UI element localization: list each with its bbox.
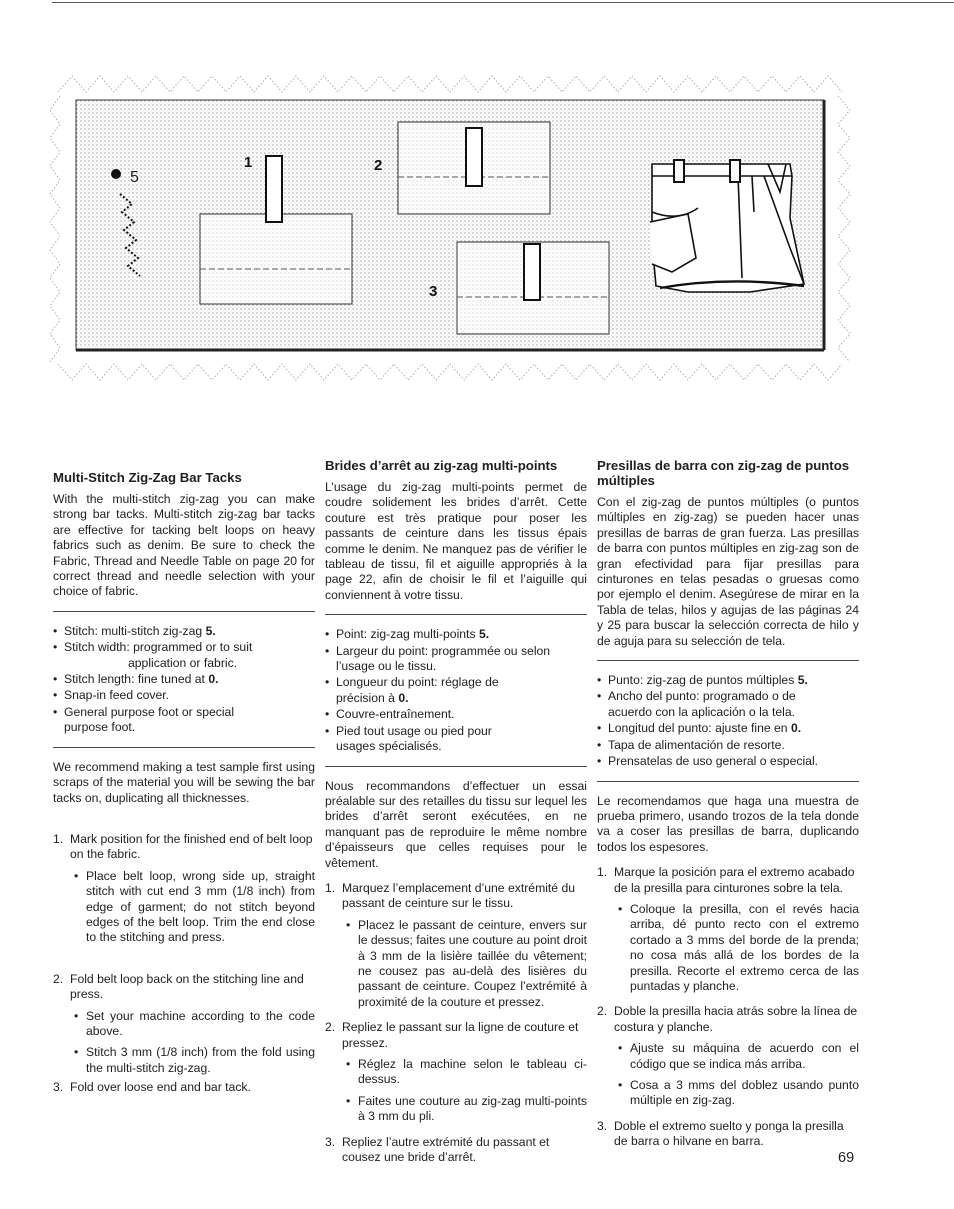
spanish-recommend: Le recomendamos que haga una muestra de prueba primero, usando trozos de la tela donde va a coser las presillas de barra, duplicando todos los espesores. [597, 793, 859, 854]
english-spec-list [53, 624, 315, 736]
english-step-2: 2. Fold belt loop back on the stitching line and press. • Set your machine according to the code above. • Stitch 3 mm (1/8 inch) from the fold using the multi-stitch zig-zag. [53, 972, 315, 1076]
zigzag-border-left [50, 96, 60, 362]
list-item: • Ajuste su máquina de acuerdo con el código que se indica más arriba. [614, 1041, 859, 1072]
spanish-column [597, 458, 859, 1150]
divider [597, 660, 859, 661]
list-item: • Snap-in feed cover. [53, 688, 315, 703]
list-item: • Longitud del punto: ajuste fine en 0. [597, 721, 859, 736]
french-intro: L’usage du zig-zag multi-points permet de coudre solidement les brides d’arrêt. Cette couture est très pratique pour poser les passants de ceinture dans les tissus épais comme le denim. Ne manquez pas de vérifier le tableau de tissu, fil et aiguille appropriés à la page 22, afin de choisir le fil et l’aiguille qui conviennent à votre tissu. [325, 480, 587, 602]
divider [325, 766, 587, 767]
french-heading: Brides d’arrêt au zig-zag multi-points [325, 458, 558, 473]
step-label-2: 2 [374, 157, 383, 174]
zigzag-border-right [838, 96, 850, 362]
spanish-spec-list [597, 673, 859, 769]
english-column [53, 458, 315, 1096]
page-number: 69 [838, 1150, 855, 1166]
stitch-dot [111, 169, 121, 179]
french-recommend: Nous recommandons d’effectuer un essai préalable sur des retailles du tissu sur lequel les brides d’arrêt seront exécutées, en ne manquant pas de reproduire le même nombre d’épaisseurs que celles requises pour le vêtement. [325, 778, 587, 870]
english-step-3: 3. Fold over loose end and bar tack. [53, 1080, 251, 1095]
list-item: • Couvre-entraînement. [325, 707, 587, 722]
bar-tack-illustration [48, 72, 854, 384]
list-item: • Pied tout usage ou pied pour usages spécialisés. [325, 724, 587, 755]
list-item: • Set your machine according to the code above. [70, 1009, 315, 1040]
belt-loop-2 [466, 128, 482, 186]
belt-loop-3 [524, 244, 540, 300]
top-rule [52, 2, 954, 3]
list-item: • Coloque la presilla, con el revés hacia arriba, dé punto recto con el extremo cortado a 3 mms del borde de la prenda; no cosa más allá de los bordes de la presilla. Recorte el extremo cerca de las puntadas y planche. [614, 902, 859, 994]
belt-loop-1 [266, 156, 282, 222]
list-item: • Largeur du point: programmée ou selon l’usage ou le tissu. [325, 644, 587, 675]
step-label-3: 3 [429, 283, 438, 300]
list-item: • Stitch width: programmed or to suit application or fabric. [53, 640, 315, 671]
divider [53, 747, 315, 748]
divider [325, 614, 587, 615]
divider [53, 611, 315, 612]
list-item: • Faites une couture au zig-zag multi-points à 3 mm du pli. [342, 1094, 587, 1125]
spanish-heading: Presillas de barra con zig-zag de puntos múltiples [597, 458, 850, 488]
zigzag-border-top [58, 76, 842, 92]
list-item: • Tapa de alimentación de resorte. [597, 738, 859, 753]
english-intro: With the multi-stitch zig-zag you can make strong bar tacks. Multi-stitch zig-zag bar tacks are effective for tacking belt loops on heavy fabrics such as denim. Be sure to check the Fabric, Thread and Needle Table on page 20 for correct thread and needle selection with your choice of fabric. [53, 492, 315, 599]
french-step-2: 2. Repliez le passant sur la ligne de couture et pressez. • Réglez la machine selon le tableau ci-dessus. • Faites une couture au zig-zag multi-points à 3 mm du pli. [325, 1020, 587, 1124]
list-item: • Stitch 3 mm (1/8 inch) from the fold using the multi-stitch zig-zag. [70, 1045, 315, 1076]
list-item: • Ancho del punto: programado o de acuerdo con la aplicación o la tela. [597, 689, 859, 720]
french-column [325, 458, 587, 1165]
spanish-intro: Con el zig-zag de puntos múltiples (o puntos múltiples en zig-zag) se pueden hacer unas presillas de barras de gran fuerza. Las presillas de barra con puntos múltiples en zig-zag son de gran efectividad para fijar presillas para cinturones en telas pesadas o gruesas como por ejemplo el denim. Asegúrese de mirar en la Tabla de telas, hilos y agujas de las páginas 24 y 25 para buscar la selección correcta de hilo y de aguja para su selección de tela. [597, 495, 859, 648]
list-item: • General purpose foot or special purpose foot. [53, 705, 315, 736]
list-item: • Placez le passant de ceinture, envers sur le dessus; faites une couture au point droit à 3 mm de la lisière taillée du vêtement; ne cousez pas au-delà des lisières du passant de ceinture. Coupez l’extrémité à proximité de la couture et pressez. [342, 918, 587, 1010]
list-item: • Prensatelas de uso general o especial. [597, 754, 859, 769]
french-step-1: 1. Marquez l’emplacement d’une extrémité du passant de ceinture sur le tissu. • Placez le passant de ceinture, envers sur le dessus; faites une couture au point droit à 3 mm de la lisière taillée du vêtement; ne cousez pas au-delà des lisières du passant de ceinture. Coupez l’extrémité à proximité de la couture et pressez. [325, 881, 587, 1010]
list-item: • Réglez la machine selon le tableau ci-dessus. [342, 1057, 587, 1088]
spanish-step-1: 1. Marque la posición para el extremo acabado de la presilla para cinturones sobre la tela. • Coloque la presilla, con el revés hacia arriba, dé punto recto con el extremo cortado a 3 mms del borde de la prenda; no cosa más allá de los bordes de la presilla. Recorte el extremo cerca de las puntadas y planche. [597, 865, 859, 994]
english-heading: Multi-Stitch Zig-Zag Bar Tacks [53, 470, 242, 485]
list-item: • Point: zig-zag multi-points 5. [325, 627, 587, 642]
spanish-step-2: 2. Doble la presilla hacia atrás sobre la línea de costura y planche. • Ajuste su máquina de acuerdo con el código que se indica más arriba. • Cosa a 3 mms del doblez usando punto múltiple en zig-zag. [597, 1004, 859, 1108]
list-item: • Punto: zig-zag de puntos múltiples 5. [597, 673, 859, 688]
french-step-3: 3. Repliez l’autre extrémité du passant et cousez une bride d’arrêt. [325, 1134, 550, 1165]
jeans-illustration [650, 160, 804, 292]
french-spec-list [325, 627, 587, 754]
english-recommend: We recommend making a test sample first using scraps of the material you will be sewing the bar tacks on, duplicating all thicknesses. [53, 759, 315, 805]
english-step-1: 1. Mark position for the finished end of belt loop on the fabric. • Place belt loop, wrong side up, straight stitch with cut end 3 mm (1/8 inch) from edge of garment; do not stitch beyond edges of the belt loop. Trim the end close to the stitching and press. [53, 832, 315, 946]
step-label-1: 1 [244, 154, 253, 171]
list-item: • Stitch: multi-stitch zig-zag 5. [53, 624, 315, 639]
list-item: • Stitch length: fine tuned at 0. [53, 672, 315, 687]
zigzag-border-bottom [58, 364, 842, 380]
list-item: • Longueur du point: réglage de précision à 0. [325, 675, 587, 706]
divider [597, 781, 859, 782]
stitch-number: 5 [130, 169, 139, 186]
fabric-piece-1 [200, 214, 352, 304]
list-item: • Cosa a 3 mms del doblez usando punto múltiple en zig-zag. [614, 1078, 859, 1109]
list-item: • Place belt loop, wrong side up, straight stitch with cut end 3 mm (1/8 inch) from edge of garment; do not stitch beyond edges of the belt loop. Trim the end close to the stitching and press. [70, 869, 315, 946]
spanish-step-3: 3. Doble el extremo suelto y ponga la presilla de barra o hilvane en barra. [597, 1118, 844, 1149]
